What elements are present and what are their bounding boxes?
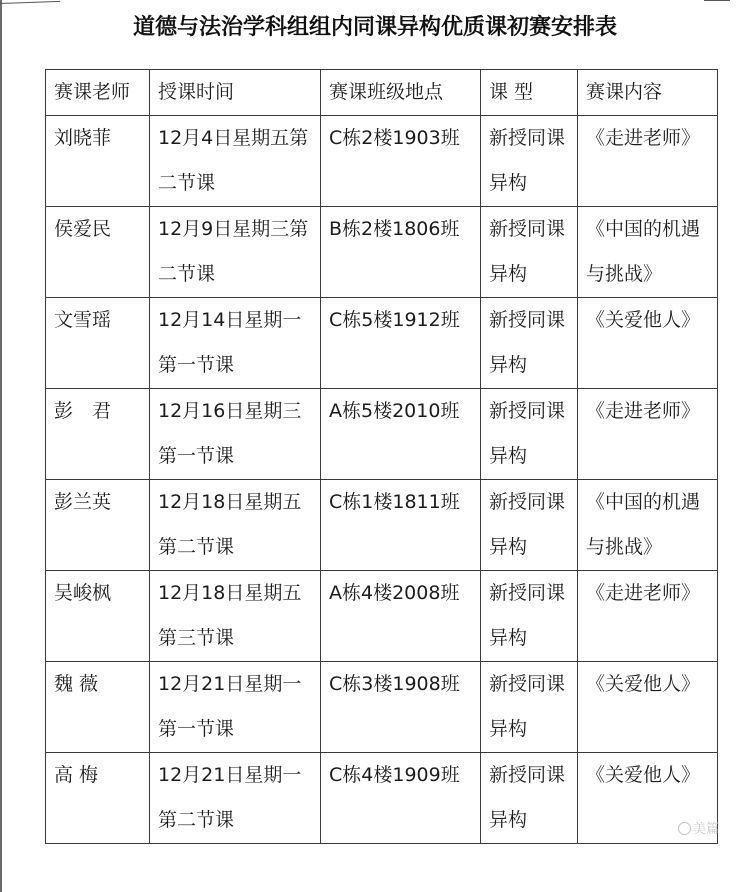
- cell-lesson-content: [578, 480, 718, 571]
- cell-location: [321, 298, 481, 389]
- cell-text: B栋2楼1806班: [329, 218, 460, 240]
- cell-teacher: [46, 662, 150, 753]
- table-row: [46, 753, 718, 844]
- header-location: 赛课班级地点: [321, 70, 481, 116]
- cell-text: 刘晓菲: [54, 127, 112, 149]
- watermark-text: 美篇: [693, 822, 720, 837]
- cell-text: 新授同课异构: [489, 491, 566, 558]
- cell-time: [150, 298, 321, 389]
- cell-lesson-type: [481, 116, 578, 207]
- cell-location: [321, 480, 481, 571]
- cell-time: [150, 753, 321, 844]
- table-row: [46, 571, 718, 662]
- header-teacher: 赛课老师: [46, 70, 150, 116]
- schedule-table: [45, 69, 718, 844]
- cell-time: [150, 662, 321, 753]
- cell-text: C栋1楼1811班: [329, 491, 460, 513]
- cell-text: 新授同课异构: [489, 582, 566, 649]
- cell-text: 《关爱他人》: [586, 673, 701, 695]
- table-row: [46, 298, 718, 389]
- cell-text: 《走进老师》: [586, 127, 701, 149]
- cell-text: 高 梅: [54, 764, 99, 786]
- cell-lesson-content: [578, 207, 718, 298]
- cell-teacher: [46, 207, 150, 298]
- cell-lesson-content: [578, 662, 718, 753]
- cell-teacher: [46, 753, 150, 844]
- cell-text: 文雪瑶: [54, 309, 112, 331]
- header-time: 授课时间: [150, 70, 321, 116]
- page-left-edge: [0, 0, 2, 892]
- cell-teacher: [46, 480, 150, 571]
- scan-corner-tick: [704, 0, 730, 1]
- table-row: [46, 480, 718, 571]
- cell-lesson-content: [578, 389, 718, 480]
- table-row: [46, 116, 718, 207]
- cell-text: 侯爱民: [54, 218, 112, 240]
- cell-teacher: [46, 298, 150, 389]
- page-title: 道德与法治学科组组内同课异构优质课初赛安排表: [132, 15, 617, 40]
- cell-lesson-type: [481, 389, 578, 480]
- cell-time: [150, 207, 321, 298]
- cell-text: 12月4日星期五第二节课: [158, 127, 309, 194]
- cell-text: 《关爱他人》: [586, 309, 701, 331]
- cell-lesson-content: [578, 298, 718, 389]
- cell-text: 《走进老师》: [586, 582, 701, 604]
- cell-lesson-type: [481, 662, 578, 753]
- cell-text: 《走进老师》: [586, 400, 701, 422]
- cell-text: 彭 君: [54, 400, 112, 422]
- cell-text: 《中国的机遇与挑战》: [586, 218, 701, 285]
- cell-text: 12月9日星期三第二节课: [158, 218, 309, 285]
- cell-time: [150, 571, 321, 662]
- cell-text: A栋4楼2008班: [329, 582, 460, 604]
- cell-time: [150, 480, 321, 571]
- cell-text: 魏 薇: [54, 673, 99, 695]
- cell-text: 吴峻枫: [54, 582, 112, 604]
- table-row: [46, 662, 718, 753]
- cell-text: 新授同课异构: [489, 309, 566, 376]
- cell-teacher: [46, 116, 150, 207]
- cell-teacher: [46, 389, 150, 480]
- cell-time: [150, 116, 321, 207]
- cell-text: 《关爱他人》: [586, 764, 701, 786]
- cell-text: 彭兰英: [54, 491, 112, 513]
- header-lesson-content: 赛课内容: [578, 70, 718, 116]
- cell-location: [321, 662, 481, 753]
- cell-text: 新授同课异构: [489, 218, 566, 285]
- cell-lesson-type: [481, 480, 578, 571]
- cell-lesson-content: [578, 571, 718, 662]
- cell-text: 《中国的机遇与挑战》: [586, 491, 701, 558]
- cell-text: C栋2楼1903班: [329, 127, 460, 149]
- cell-text: 12月14日星期一第一节课: [158, 309, 302, 376]
- cell-text: 12月21日星期一第二节课: [158, 764, 302, 831]
- cell-lesson-type: [481, 298, 578, 389]
- cell-text: A栋5楼2010班: [329, 400, 460, 422]
- table-header-row: [46, 70, 718, 116]
- cell-text: 新授同课异构: [489, 127, 566, 194]
- cell-location: [321, 207, 481, 298]
- cell-text: C栋5楼1912班: [329, 309, 460, 331]
- cell-lesson-type: [481, 753, 578, 844]
- header-lesson-type: 课 型: [481, 70, 578, 116]
- cell-lesson-type: [481, 207, 578, 298]
- cell-location: [321, 389, 481, 480]
- table-row: [46, 207, 718, 298]
- cell-lesson-type: [481, 571, 578, 662]
- cell-text: 12月16日星期三第一节课: [158, 400, 302, 467]
- cell-text: 新授同课异构: [489, 400, 566, 467]
- cell-lesson-content: [578, 116, 718, 207]
- scan-corner-line: [0, 1, 60, 4]
- cell-location: [321, 116, 481, 207]
- watermark: [678, 818, 719, 837]
- cell-teacher: [46, 571, 150, 662]
- cell-text: 12月18日星期五第二节课: [158, 491, 302, 558]
- cell-text: 新授同课异构: [489, 764, 566, 831]
- cell-time: [150, 389, 321, 480]
- cell-text: 12月18日星期五第三节课: [158, 582, 302, 649]
- cell-text: C栋4楼1909班: [329, 764, 460, 786]
- cell-text: C栋3楼1908班: [329, 673, 460, 695]
- meipian-logo-icon: [678, 822, 691, 835]
- cell-location: [321, 753, 481, 844]
- table-row: [46, 389, 718, 480]
- cell-text: 12月21日星期一第一节课: [158, 673, 302, 740]
- cell-location: [321, 571, 481, 662]
- cell-text: 新授同课异构: [489, 673, 566, 740]
